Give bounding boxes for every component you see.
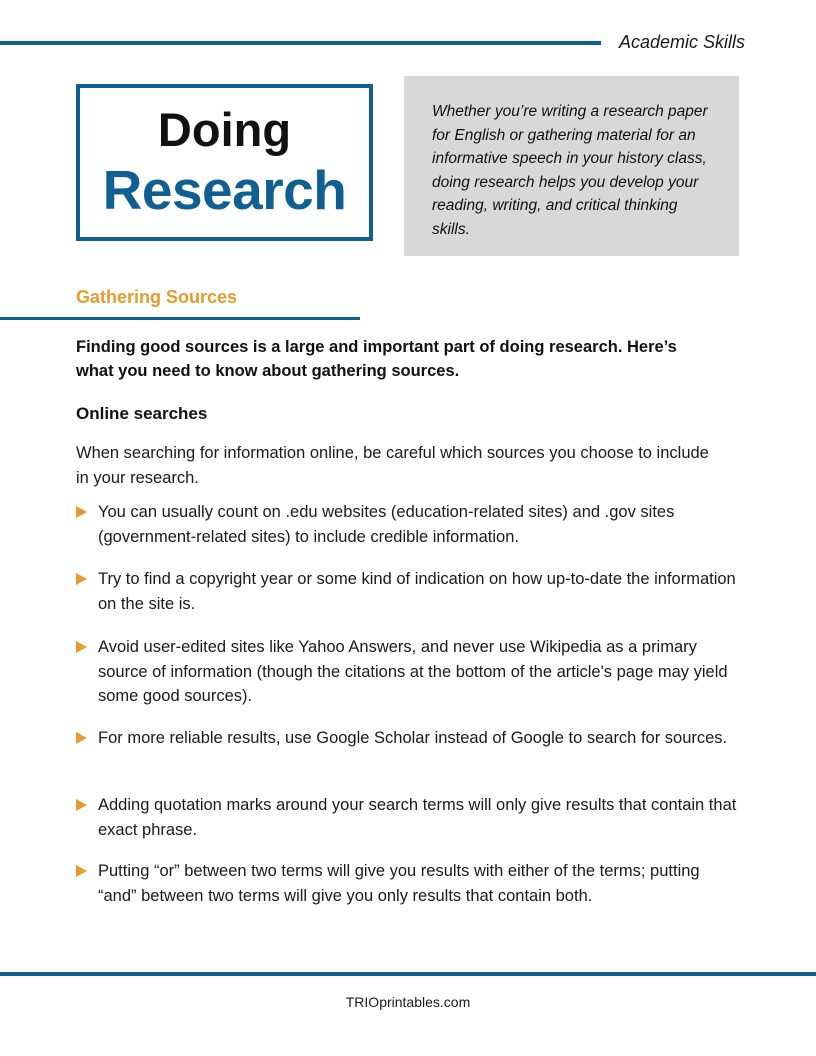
subheading-online-searches: Online searches [76,404,208,423]
list-item-text: For more reliable results, use Google Scholar instead of Google to search for sources. [98,729,728,747]
section-lead: Finding good sources is a large and important part of doing research. Here’s what you need to know about gathering sources. [76,338,677,380]
section-rule [0,317,360,320]
list-item-text: Avoid user-edited sites like Yahoo Answers, and never use Wikipedia as a primary source of information (though the citations at the bottom of the article's page may yield some good sources). [98,638,728,705]
list-item-text: Try to find a copyright year or some kind of indication on how up-to-date the information on the site is. [98,570,736,613]
arrow-bullet-icon [76,641,87,653]
list-item-text: Putting “or” between two terms will give you results with either of the terms; putting “and” between two terms will give you only results that contain both. [98,862,700,905]
arrow-bullet-icon [76,799,87,811]
page-title-line2: Research [102,159,347,221]
header-rule [0,41,601,45]
header-category-label: Academic Skills [619,32,746,52]
list-item-text: Adding quotation marks around your search terms will only give results that contain that exact phrase. [98,796,737,839]
arrow-bullet-icon [76,865,87,877]
title-box [76,84,373,241]
section-heading: Gathering Sources [76,287,238,307]
footer-rule [0,972,816,976]
footer-site-text: TRIOprintables.com [345,994,471,1010]
page-title-line1: Doing [157,103,292,156]
arrow-bullet-icon [76,732,87,744]
intro-callout: Whether you’re writing a research paper for English or gathering material for an informative speech in your history class, doing research helps you develop your reading, writing, and critical thinking skills. [404,76,739,256]
arrow-bullet-icon [76,506,87,518]
intro-paragraph: When searching for information online, be careful which sources you choose to include in your research. [76,444,709,487]
arrow-bullet-icon [76,573,87,585]
list-item-text: You can usually count on .edu websites (education-related sites) and .gov sites (government-related sites) to include credible information. [98,503,675,546]
